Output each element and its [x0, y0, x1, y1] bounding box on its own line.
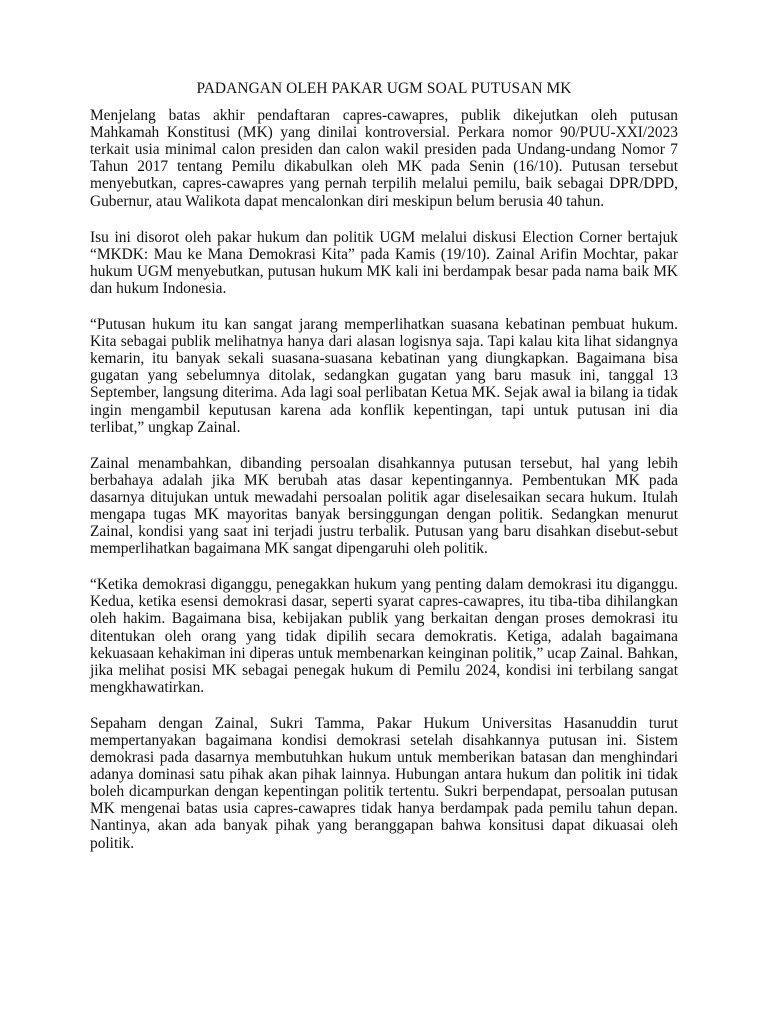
document-page: [90, 80, 678, 871]
document-title: PADANGAN OLEH PAKAR UGM SOAL PUTUSAN MK: [196, 80, 572, 97]
paragraph-3: “Putusan hukum itu kan sangat jarang memperlihatkan suasana kebatinan pembuat hukum. Kita sebagai publik melihatnya hanya dari alasan logisnya saja. Tapi kalau kita lihat sidangnya kemarin, itu banyak sekali suasana-suasana kebatinan yang diungkapkan. Bagaimana bisa gugatan yang sebelumnya ditolak, sedangkan gugatan yang baru masuk ini, tanggal 13 September, langsung diterima. Ada lagi soal perlibatan Ketua MK. Sejak awal ia bilang ia tidak ingin mengambil keputusan karena ada konflik kepentingan, tapi untuk putusan ini dia terlibat,” ungkap Zainal.: [90, 316, 678, 436]
paragraph-5: “Ketika demokrasi diganggu, penegakkan hukum yang penting dalam demokrasi itu diganggu. Kedua, ketika esensi demokrasi dasar, seperti syarat capres-cawapres, itu tiba-tiba dihilangkan oleh hakim. Bagaimana bisa, kebijakan publik yang berkaitan dengan proses demokrasi itu ditentukan oleh orang yang tidak dipilih secara demokratis. Ketiga, adalah bagaimana kekuasaan kehakiman ini diperas untuk membenarkan keinginan politik,” ucap Zainal. Bahkan, jika melihat posisi MK sebagai penegak hukum di Pemilu 2024, kondisi ini terbilang sangat mengkhawatirkan.: [90, 576, 678, 696]
paragraph-1: Menjelang batas akhir pendaftaran capres-cawapres, publik dikejutkan oleh putusan Mahkamah Konstitusi (MK) yang dinilai kontroversial. Perkara nomor 90/PUU-XXI/2023 terkait usia minimal calon presiden dan calon wakil presiden pada Undang-undang Nomor 7 Tahun 2017 tentang Pemilu dikabulkan oleh MK pada Senin (16/10). Putusan tersebut menyebutkan, capres-cawapres yang pernah terpilih melalui pemilu, baik sebagai DPR/DPD, Gubernur, atau Walikota dapat mencalonkan diri meskipun belum berusia 40 tahun.: [90, 107, 678, 210]
paragraph-4: Zainal menambahkan, dibanding persoalan disahkannya putusan tersebut, hal yang lebih berbahaya adalah jika MK berubah atas dasar kepentingannya. Pembentukan MK pada dasarnya ditujukan untuk mewadahi persoalan politik agar diselesaikan secara hukum. Itulah mengapa tugas MK mayoritas banyak bersinggungan dengan politik. Sedangkan menurut Zainal, kondisi yang saat ini terjadi justru terbalik. Putusan yang baru disahkan disebut-sebut memperlihatkan bagaimana MK sangat dipengaruhi oleh politik.: [90, 454, 678, 558]
paragraph-2: Isu ini disorot oleh pakar hukum dan politik UGM melalui diskusi Election Corner bertajuk “MKDK: Mau ke Mana Demokrasi Kita” pada Kamis (19/10). Zainal Arifin Mochtar, pakar hukum UGM menyebutkan, putusan hukum MK kali ini berdampak besar pada nama baik MK dan hukum Indonesia.: [90, 228, 678, 297]
paragraph-6: Sepaham dengan Zainal, Sukri Tamma, Pakar Hukum Universitas Hasanuddin turut mempertanyakan bagaimana kondisi demokrasi setelah disahkannya putusan ini. Sistem demokrasi pada dasarnya membutuhkan hukum untuk memberikan batasan dan menghindari adanya dominasi satu pihak akan pihak lainnya. Hubungan antara hukum dan politik ini tidak boleh dicampurkan dengan kepentingan politik tertentu. Sukri berpendapat, persoalan putusan MK mengenai batas usia capres-cawapres tidak hanya berdampak pada pemilu tahun depan. Nantinya, akan ada banyak pihak yang beranggapan bahwa konsitusi dapat dikuasai oleh politik.: [90, 714, 678, 852]
